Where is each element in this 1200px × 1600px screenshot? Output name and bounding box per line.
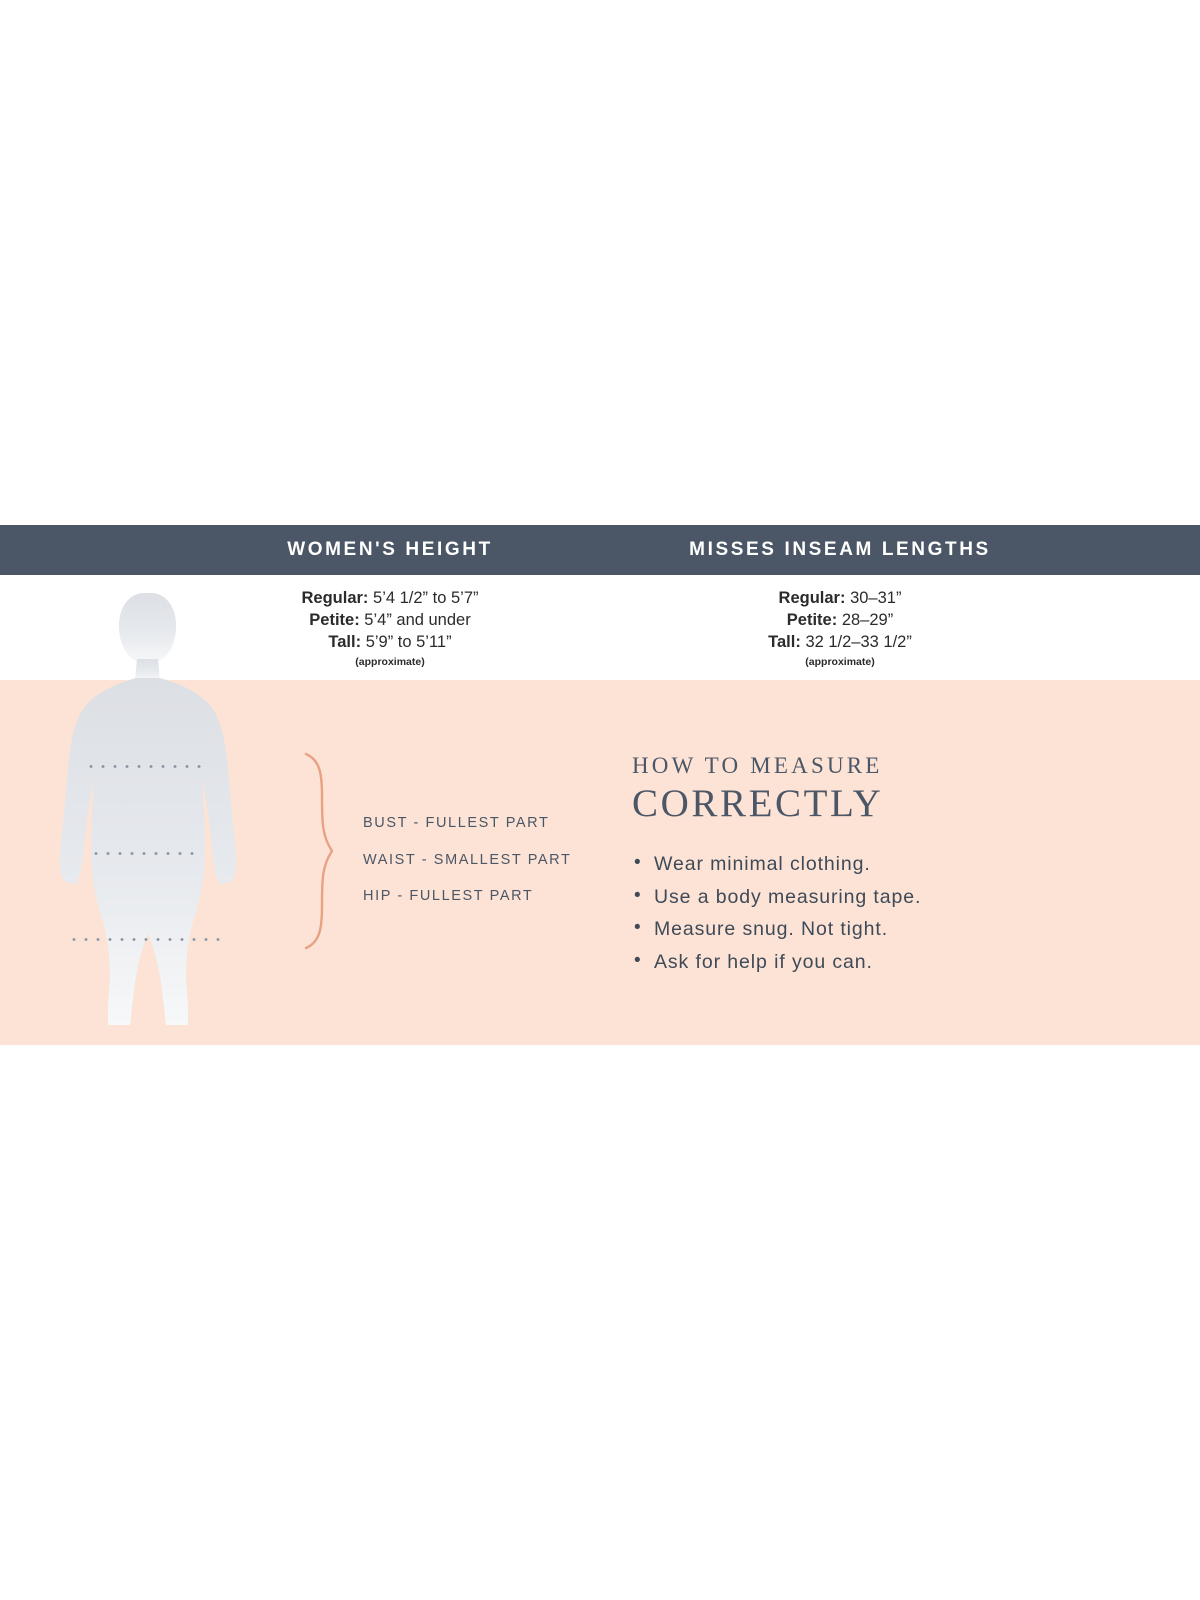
list-item: • Wear minimal clothing. (632, 848, 1152, 881)
how-to-measure-eyebrow: HOW TO MEASURE (632, 753, 883, 778)
inseam-tall-label: Tall: (768, 633, 801, 651)
body-silhouette (30, 585, 290, 1055)
height-regular-value: 5’4 1/2” to 5’7” (373, 589, 479, 607)
inseam-regular-label: Regular: (778, 589, 846, 607)
waist-measure-line (90, 852, 195, 855)
height-petite-value: 5’4” and under (364, 611, 471, 629)
measure-labels (363, 805, 571, 915)
label-hip: HIP - FULLEST PART (363, 888, 534, 904)
inseam-petite-line (620, 609, 1060, 631)
height-regular-label: Regular: (301, 589, 369, 607)
measure-bracket (300, 752, 340, 950)
list-item: • Use a body measuring tape. (632, 881, 1152, 914)
height-tall-value: 5’9” to 5’11” (365, 633, 452, 651)
header-band (0, 525, 1200, 575)
inseam-regular-line (620, 587, 1060, 609)
label-waist: WAIST - SMALLEST PART (363, 851, 572, 868)
height-petite-label: Petite: (309, 611, 360, 629)
inseam-regular-value: 30–31” (850, 589, 902, 607)
height-approximate-note: (approximate) (355, 656, 425, 668)
misses-inseam-stats (620, 587, 1060, 668)
inseam-approximate-note: (approximate) (805, 656, 875, 668)
list-item: • Ask for help if you can. (632, 946, 1152, 979)
list-item: • Measure snug. Not tight. (632, 913, 1152, 946)
how-to-measure-section (632, 752, 1152, 978)
misses-inseam-title: MISSES INSEAM LENGTHS (689, 539, 991, 560)
how-to-measure-list (632, 848, 1152, 978)
how-to-measure-title: CORRECTLY (632, 782, 884, 825)
womens-height-title: WOMEN'S HEIGHT (287, 539, 493, 560)
label-bust: BUST - FULLEST PART (363, 815, 550, 831)
inseam-petite-value: 28–29” (841, 611, 894, 629)
inseam-tall-value: 32 1/2–33 1/2” (805, 633, 912, 651)
height-tall-label: Tall: (328, 633, 362, 651)
bust-measure-line (85, 765, 205, 768)
inseam-petite-label: Petite: (786, 611, 838, 629)
inseam-tall-line (620, 631, 1060, 653)
hip-measure-line (68, 938, 223, 941)
